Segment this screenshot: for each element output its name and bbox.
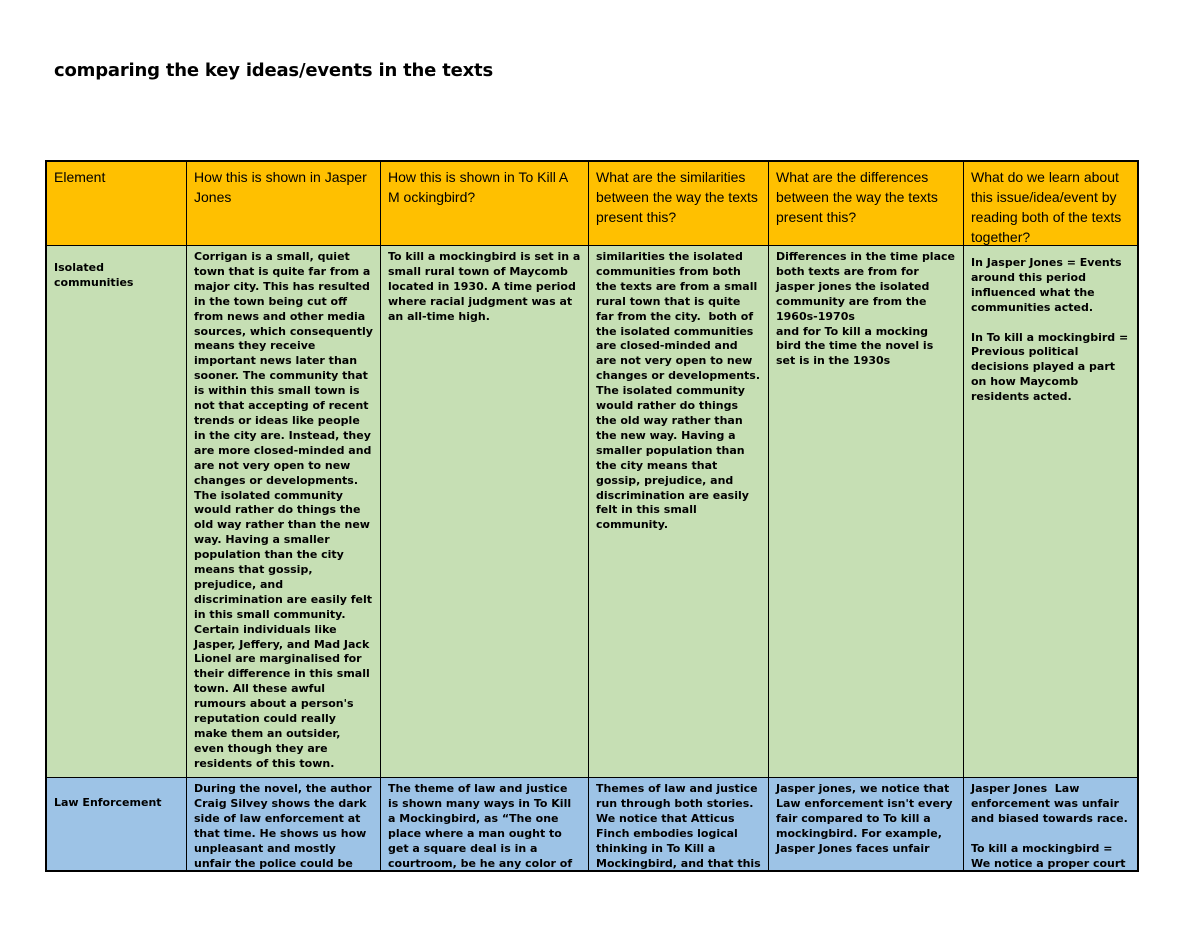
header-jasper-jones: How this is shown in Jasper Jones bbox=[187, 162, 381, 246]
page-title: comparing the key ideas/events in the texts bbox=[54, 60, 493, 81]
cell-jasper-jones-isolated: Corrigan is a small, quiet town that is quite far from a major city. This has resulted in the town being cut off from news and other media sources, which consequently means they receive important news later than sooner. The community that is within this small town is not that accepting of recent trends or ideas like people in the city are. Instead, they are more closed-minded and are not very open to new changes or developments. The isolated community would rather do things the old way rather than the new way. Having a smaller population than the city means that gossip, prejudice, and discrimination are easily felt in this small community. Certain individuals like Jasper, Jeffery, and Mad Jack Lionel are marginalised for their difference in this small town. All these awful rumours about a person's reputation could really make them an outsider, even though they are residents of this town. bbox=[187, 246, 381, 778]
cell-similarities-law: Themes of law and justice run through both stories. We notice that Atticus Finch embodies logical thinking in To Kill a Mockingbird, and that this bbox=[589, 778, 769, 870]
cell-differences-law: Jasper jones, we notice that Law enforcement isn't every fair compared to To kill a mockingbird. For example, Jasper Jones faces unfair bbox=[769, 778, 964, 870]
cell-similarities-isolated: similarities the isolated communities from both the texts are from a small rural town that is quite far from the city. both of the isolated communities are closed-minded and are not very open to new changes or developments. The isolated community would rather do things the old way rather than the new way. Having a smaller population than the city means that gossip, prejudice, and discrimination are easily felt in this small community. bbox=[589, 246, 769, 778]
header-differences: What are the differences between the way the texts present this? bbox=[769, 162, 964, 246]
header-what-we-learn: What do we learn about this issue/idea/event by reading both of the texts together? bbox=[964, 162, 1137, 246]
row-element-isolated-communities: Isolated communities bbox=[47, 246, 187, 778]
cell-jasper-jones-law: During the novel, the author Craig Silvey shows the dark side of law enforcement at that time. He shows us how unpleasant and mostly unfair the police could be bbox=[187, 778, 381, 870]
cell-learn-isolated: In Jasper Jones = Events around this period influenced what the communities acted. In To kill a mockingbird = Previous political decisions played a part on how Maycomb residents acted. bbox=[964, 246, 1137, 778]
header-element: Element bbox=[47, 162, 187, 246]
cell-mockingbird-isolated: To kill a mockingbird is set in a small rural town of Maycomb located in 1930. A time period where racial judgment was at an all-time high. bbox=[381, 246, 589, 778]
header-mockingbird: How this is shown in To Kill A M ockingbird? bbox=[381, 162, 589, 246]
cell-learn-law: Jasper Jones Law enforcement was unfair and biased towards race. To kill a mockingbird = We notice a proper court bbox=[964, 778, 1137, 870]
comparison-table bbox=[45, 160, 1139, 872]
header-similarities: What are the similarities between the way the texts present this? bbox=[589, 162, 769, 246]
row-element-law-enforcement: Law Enforcement bbox=[47, 778, 187, 870]
cell-mockingbird-law: The theme of law and justice is shown many ways in To Kill a Mockingbird, as “The one place where a man ought to get a square deal is in a courtroom, be he any color of bbox=[381, 778, 589, 870]
cell-differences-isolated: Differences in the time place both texts are from for jasper jones the isolated community are from the 1960s-1970s and for To kill a mocking bird the time the novel is set is in the 1930s bbox=[769, 246, 964, 778]
